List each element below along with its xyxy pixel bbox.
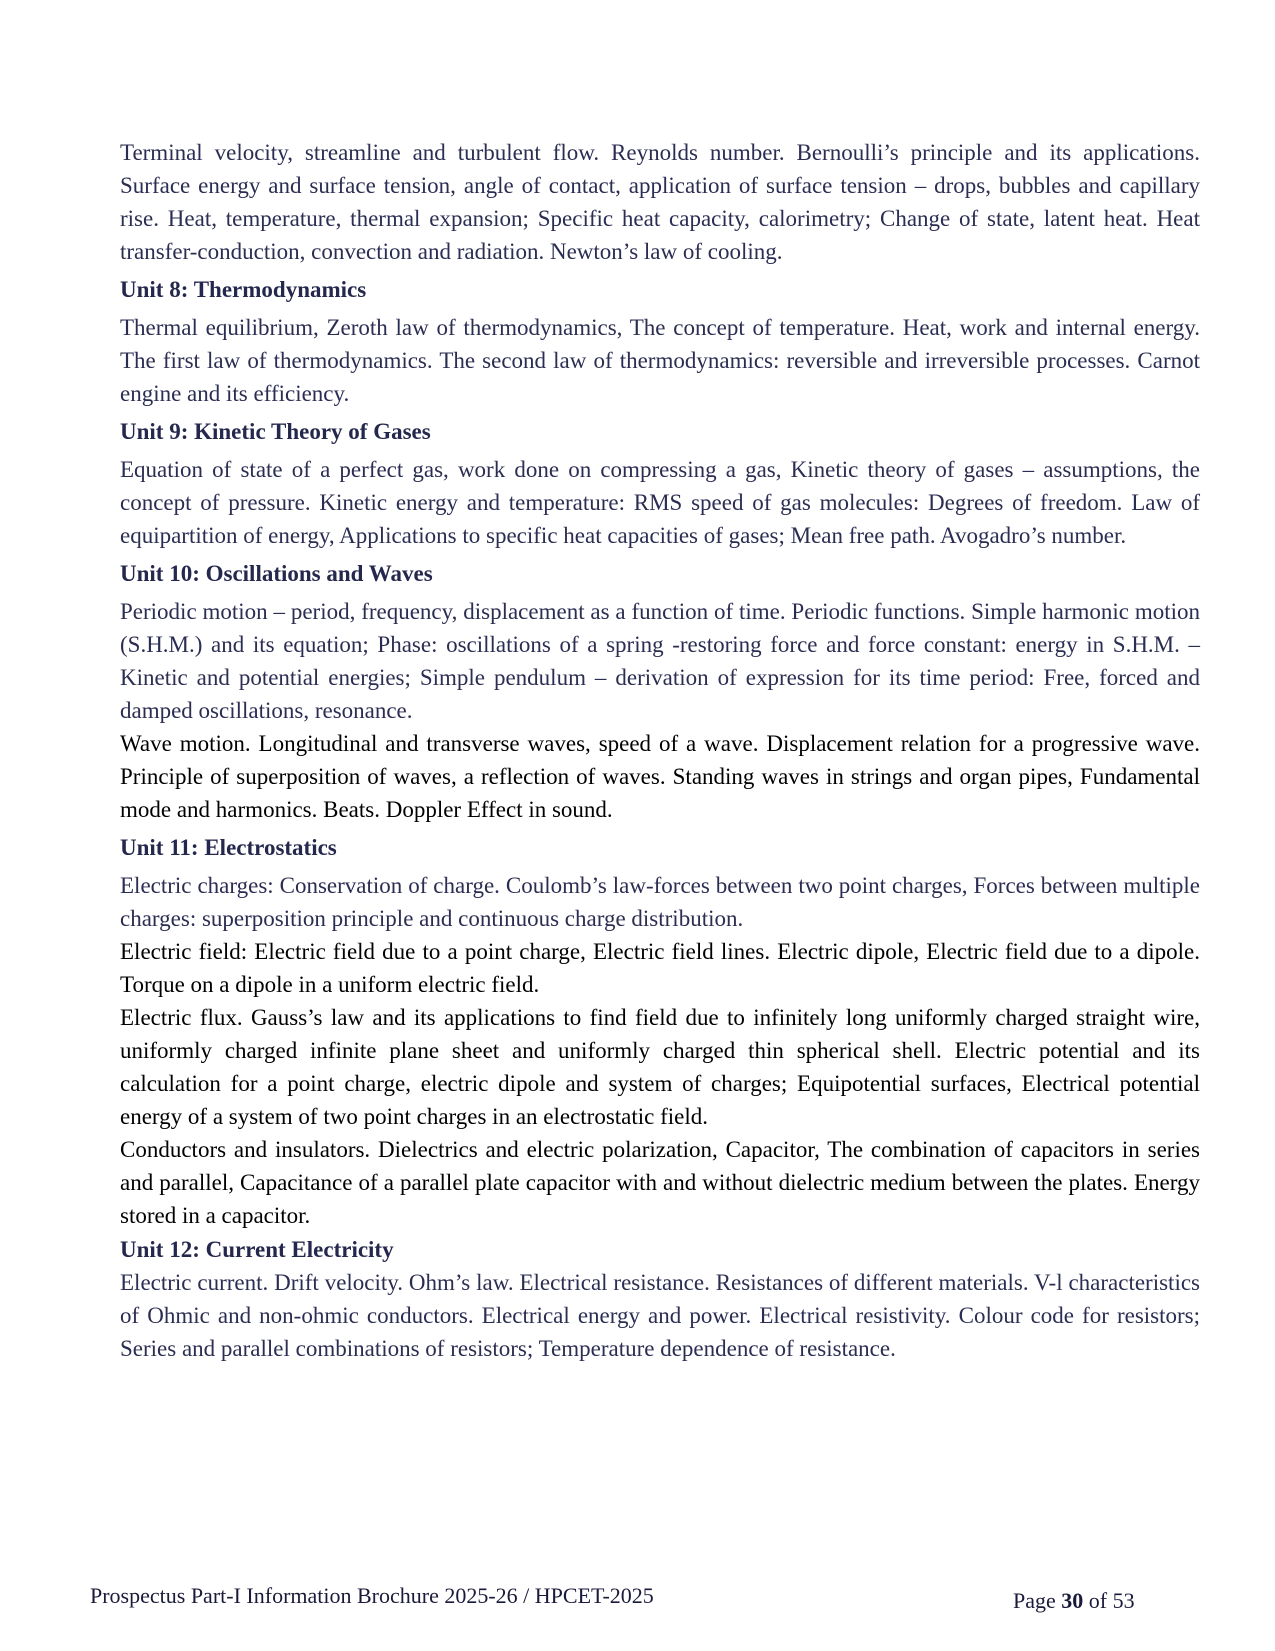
page-content (120, 136, 1200, 1365)
paragraph-unit-9: Equation of state of a perfect gas, work done on compressing a gas, Kinetic theory of gases – assumptions, the concept of pressure. Kinetic energy and temperature: RMS speed of gas molecules: Degrees of freedom. Law of equipartition of energy, Applications to specific heat capacities of gases; Mean free path. Avogadro’s number. (120, 457, 1200, 548)
heading-unit-8: Unit 8: Thermodynamics (120, 277, 367, 302)
paragraph-unit-11-flux: Electric flux. Gauss’s law and its applications to find field due to infinitely long uniformly charged straight wire, uniformly charged infinite plane sheet and uniformly charged thin spherical shell. Electric potential and its calculation for a point charge, electric dipole and system of charges; Equipotential surfaces, Electrical potential energy of a system of two point charges in an electrostatic field. (120, 1005, 1200, 1129)
footer-document-title: Prospectus Part-I Information Brochure 2025-26 / HPCET-2025 (90, 1583, 654, 1608)
page-total: of 53 (1088, 1588, 1135, 1613)
current-page: 30 (1061, 1588, 1084, 1613)
paragraph-fluids-heat: Terminal velocity, streamline and turbulent flow. Reynolds number. Bernoulli’s principle and its applications. Surface energy and surface tension, angle of contact, application of surface tension – drops, bubbles and capillary rise. Heat, temperature, thermal expansion; Specific heat capacity, calorimetry; Change of state, latent heat. Heat transfer-conduction, convection and radiation. Newton’s law of cooling. (120, 140, 1200, 264)
paragraph-unit-12: Electric current. Drift velocity. Ohm’s law. Electrical resistance. Resistances of different materials. V-l characteristics of Ohmic and non-ohmic conductors. Electrical energy and power. Electrical resistivity. Colour code for resistors; Series and parallel combinations of resistors; Temperature dependence of resistance. (120, 1270, 1200, 1361)
paragraph-unit-11-field: Electric field: Electric field due to a point charge, Electric field lines. Electric dipole, Electric field due to a dipole. Torque on a dipole in a uniform electric field. (120, 939, 1200, 997)
paragraph-unit-11-charges: Electric charges: Conservation of charge. Coulomb’s law-forces between two point charges, Forces between multiple charges: superposition principle and continuous charge distribution. (120, 873, 1200, 931)
heading-unit-12: Unit 12: Current Electricity (120, 1237, 394, 1262)
paragraph-unit-10-waves: Wave motion. Longitudinal and transverse waves, speed of a wave. Displacement relation for a progressive wave. Principle of superposition of waves, a reflection of waves. Standing waves in strings and organ pipes, Fundamental mode and harmonics. Beats. Doppler Effect in sound. (120, 731, 1200, 822)
heading-unit-10: Unit 10: Oscillations and Waves (120, 561, 433, 586)
heading-unit-9: Unit 9: Kinetic Theory of Gases (120, 419, 431, 444)
paragraph-unit-10-oscillations: Periodic motion – period, frequency, displacement as a function of time. Periodic functions. Simple harmonic motion (S.H.M.) and its equation; Phase: oscillations of a spring -restoring force and force constant: energy in S.H.M. – Kinetic and potential energies; Simple pendulum – derivation of expression for its time period: Free, forced and damped oscillations, resonance. (120, 599, 1200, 723)
page-prefix: Page (1013, 1588, 1056, 1613)
heading-unit-11: Unit 11: Electrostatics (120, 835, 337, 860)
paragraph-unit-11-conductors: Conductors and insulators. Dielectrics and electric polarization, Capacitor, The combination of capacitors in series and parallel, Capacitance of a parallel plate capacitor with and without dielectric medium between the plates. Energy stored in a capacitor. (120, 1137, 1200, 1228)
paragraph-unit-8: Thermal equilibrium, Zeroth law of thermodynamics, The concept of temperature. Heat, work and internal energy. The first law of thermodynamics. The second law of thermodynamics: reversible and irreversible processes. Carnot engine and its efficiency. (120, 315, 1200, 406)
footer-page-number (1013, 1588, 1135, 1614)
